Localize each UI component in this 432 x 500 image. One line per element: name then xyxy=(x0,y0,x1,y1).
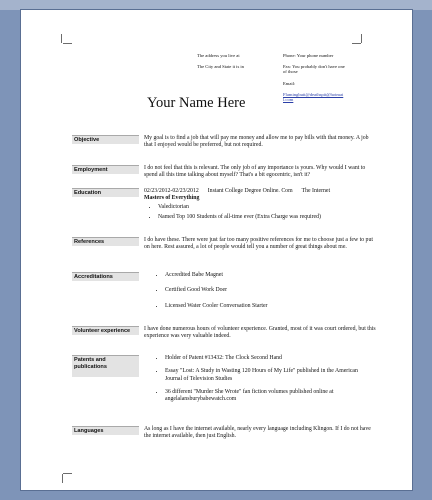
section-label-volunteer: Volunteer experience xyxy=(72,326,139,335)
section-label-references: References xyxy=(72,237,139,246)
section-body-patents xyxy=(144,355,376,407)
list-item: • 36 different "Murder She Wrote" fan fiction volumes published online at angelalansburybabewatch.com xyxy=(165,389,376,404)
list-item: • Licensed Water Cooler Conversation Starter xyxy=(165,303,376,310)
crop-mark-bottom-left xyxy=(62,474,63,483)
accreditations-bullets xyxy=(144,272,376,310)
section-label-accreditations: Accreditations xyxy=(72,272,139,281)
section-label-education: Education xyxy=(72,188,139,197)
section-body-education xyxy=(144,188,376,225)
section-body-objective: My goal is to find a job that will pay me money and allow me to pay bills with that money. A job that I enjoyed would be preferred, but not required. xyxy=(144,135,369,149)
list-item: • Accredited Babe Magnet xyxy=(165,272,376,279)
address-block xyxy=(197,47,271,75)
address-line-1: The address you live at xyxy=(197,52,240,58)
crop-mark-top-right xyxy=(361,34,362,43)
education-degree: Masters of Everything xyxy=(144,195,200,202)
list-item: • Named Top 100 Students of all-time ever (Extra Charge was required) xyxy=(158,214,376,221)
section-label-employment: Employment xyxy=(72,165,139,174)
education-line xyxy=(144,188,376,195)
section-label-patents: Patents and publications xyxy=(72,355,139,377)
fax-line: Fax: You probably don't have one of those xyxy=(283,63,345,75)
document-page xyxy=(20,9,413,491)
crop-mark-bottom-left xyxy=(63,473,72,474)
education-dates: 02/23/2012-02/23/2012 xyxy=(144,188,199,194)
address-line-2: The City and State it is in xyxy=(197,63,244,69)
education-location: The Internet xyxy=(301,188,331,194)
section-body-languages: As long as I have the internet available, nearly every language including Klingon. If I do not have the internet available, then just English. xyxy=(144,426,371,440)
section-label-languages: Languages xyxy=(72,426,139,435)
crop-mark-top-left xyxy=(63,43,72,44)
patents-bullets xyxy=(144,355,376,403)
email-label: Email: xyxy=(283,80,296,86)
contact-block xyxy=(283,47,345,109)
list-item: • Holder of Patent #13432: The Clock Second Hand xyxy=(165,355,376,362)
resume-name: Your Name Here xyxy=(147,95,246,111)
education-school: Instant College Degree Online. Com xyxy=(207,188,293,194)
section-body-employment: I do not feel that this is relevant. The only job of any importance is yours. Why would I want to spend all this time talking about myself? That's a bit egocentric, isn't it? xyxy=(144,165,366,179)
crop-mark-top-left xyxy=(61,34,62,43)
email-link[interactable]: Flamingbutt@deathspit@hotmail.com xyxy=(283,91,344,103)
list-item: • Essay "Lost: A Study in Wasting 120 Hours of My Life" published in the American Journal of Television Studies xyxy=(165,368,376,383)
section-label-objective: Objective xyxy=(72,135,139,144)
phone-line: Phone: Your phone number xyxy=(283,52,334,58)
section-body-references: I do have these. There were just far too many positive references for me to choose just a few to put on here. Rest assured, a lot of people would tell you a number of great things about me. xyxy=(144,237,373,251)
list-item: • Certified Good Work Doer xyxy=(165,287,376,294)
list-item: • Valedictorian xyxy=(158,204,376,211)
crop-mark-top-right xyxy=(352,43,361,44)
section-body-accreditations xyxy=(144,272,376,313)
section-body-volunteer: I have done numerous hours of volunteer experience. Granted, most of it was court ordered, but this experience was very valuable indeed. xyxy=(144,326,376,340)
education-bullets xyxy=(144,204,376,222)
